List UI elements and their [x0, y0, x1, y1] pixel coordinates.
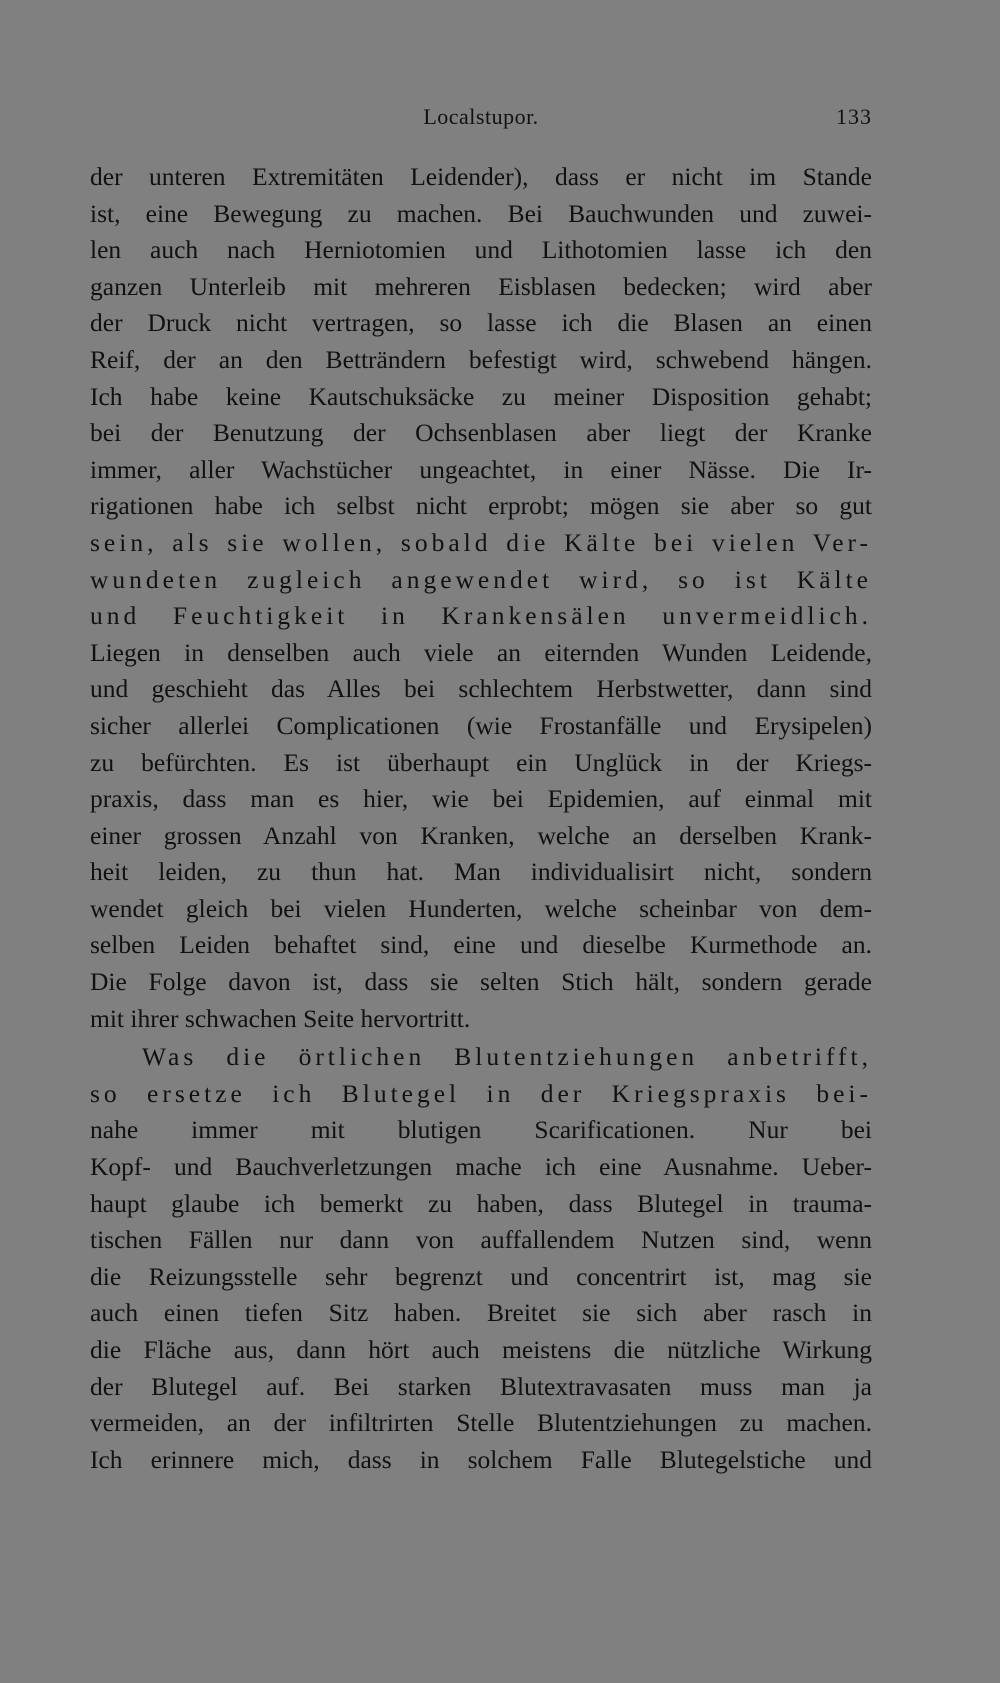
text-line: ganzen Unterleib mit mehreren Eisblasen bedecken; wird aber: [90, 271, 872, 301]
text-line: auch einen tiefen Sitz haben. Breitet sie sich aber rasch in: [90, 1298, 872, 1328]
text-line-spaced: sein, als sie wollen, sobald die Kälte bei vielen Ver-: [90, 527, 872, 557]
text-line: der unteren Extremitäten Leidender), dass er nicht im Stande: [90, 162, 872, 191]
text-line: haupt glaube ich bemerkt zu haben, dass Blutegel in trauma-: [90, 1188, 872, 1218]
body-text: [90, 159, 872, 1478]
text-line: tischen Fällen nur dann von auffallendem Nutzen sind, wenn: [90, 1225, 872, 1255]
text-line: Ich erinnere mich, dass in solchem Falle Blutegelstiche und: [90, 1444, 872, 1474]
text-line: mit ihrer schwachen Seite hervortritt.: [90, 1003, 471, 1033]
page-number: 133: [836, 104, 872, 129]
text-line: Ich habe keine Kautschuksäcke zu meiner Disposition gehabt;: [90, 381, 872, 411]
text-line: len auch nach Herniotomien und Lithotomien lasse ich den: [90, 235, 872, 265]
text-line: die Fläche aus, dann hört auch meistens die nützliche Wirkung: [90, 1335, 872, 1364]
text-line: Kopf- und Bauchverletzungen mache ich eine Ausnahme. Ueber-: [90, 1152, 872, 1182]
text-line: Die Folge davon ist, dass sie selten Stich hält, sondern gerade: [90, 967, 872, 997]
paragraph-2: [90, 1039, 872, 1478]
paragraph-1: [90, 159, 872, 1037]
text-line-spaced: so ersetze ich Blutegel in der Kriegspraxis bei-: [90, 1078, 872, 1108]
text-line: vermeiden, an der infiltrirten Stelle Blutentziehungen zu machen.: [90, 1408, 872, 1438]
text-line: bei der Benutzung der Ochsenblasen aber liegt der Kranke: [90, 418, 872, 448]
text-line: einer grossen Anzahl von Kranken, welche an derselben Krank-: [90, 820, 872, 850]
running-head: [90, 104, 872, 136]
text-line: die Reizungsstelle sehr begrenzt und concentrirt ist, mag sie: [90, 1261, 872, 1291]
text-line: der Blutegel auf. Bei starken Blutextravasaten muss man ja: [90, 1371, 872, 1401]
text-line-spaced: wundeten zugleich angewendet wird, so ist Kälte: [90, 564, 872, 594]
text-line: der Druck nicht vertragen, so lasse ich die Blasen an einen: [90, 308, 872, 338]
text-line: praxis, dass man es hier, wie bei Epidemien, auf einmal mit: [90, 784, 872, 814]
text-line: immer, aller Wachstücher ungeachtet, in einer Nässe. Die Ir-: [90, 454, 872, 484]
text-line: rigationen habe ich selbst nicht erprobt; mögen sie aber so gut: [90, 491, 872, 521]
text-line: wendet gleich bei vielen Hunderten, welche scheinbar von dem-: [90, 893, 872, 923]
text-line: sicher allerlei Complicationen (wie Frostanfälle und Erysipelen): [90, 710, 872, 740]
text-line-spaced: und Feuchtigkeit in Krankensälen unvermeidlich.: [90, 601, 872, 631]
text-line: zu befürchten. Es ist überhaupt ein Unglück in der Kriegs-: [90, 747, 872, 777]
running-title: Localstupor.: [423, 104, 539, 129]
text-line-spaced: Was die örtlichen Blutentziehungen anbetrifft,: [142, 1042, 872, 1072]
text-line-mixed: nahe immer mit blutigen Scarificationen. Nur bei: [90, 1115, 872, 1145]
text-line: Reif, der an den Betträndern befestigt wird, schwebend hängen.: [90, 344, 872, 374]
text-line: Liegen in denselben auch viele an eiternden Wunden Leidende,: [90, 637, 872, 667]
text-line: heit leiden, zu thun hat. Man individualisirt nicht, sondern: [90, 857, 872, 887]
text-line: ist, eine Bewegung zu machen. Bei Bauchwunden und zuwei-: [90, 198, 872, 228]
text-line: und geschieht das Alles bei schlechtem Herbstwetter, dann sind: [90, 674, 872, 704]
text-line: selben Leiden behaftet sind, eine und dieselbe Kurmethode an.: [90, 930, 872, 960]
